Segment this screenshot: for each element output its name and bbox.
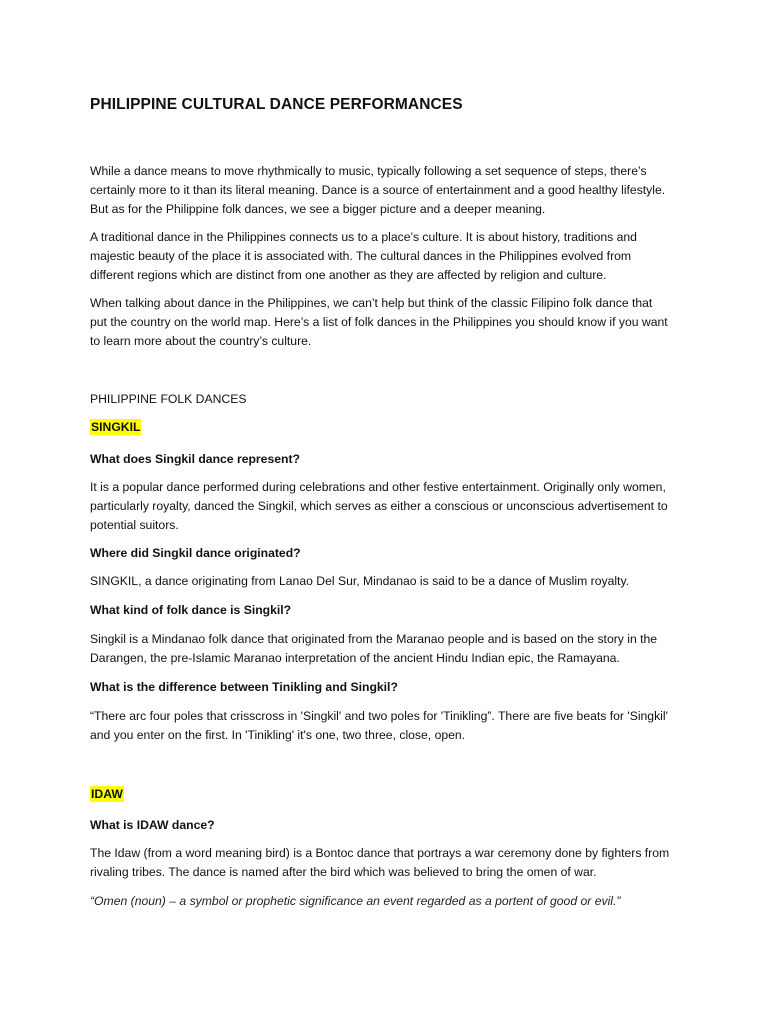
- answer-paragraph: Singkil is a Mindanao folk dance that originated from the Maranao people and is based on the story in the Darangen, the pre-Islamic Maranao interpretation of the ancient Hindu Indian epic, the Ramayana.: [90, 632, 658, 665]
- section-label-folk-dances: PHILIPPINE FOLK DANCES: [90, 392, 247, 406]
- dance-heading-idaw: [90, 785, 672, 803]
- intro-paragraph-1: While a dance means to move rhythmically to music, typically following a set sequence of steps, there’s certainly more to it than its literal meaning. Dance is a source of entertainment and a good healthy lifestyle. But as for the Philippine folk dances, we see a bigger picture and a deeper meaning.: [90, 164, 666, 216]
- answer-paragraph: It is a popular dance performed during celebrations and other festive entertainment. Originally only women, particularly royalty, danced the Singkil, which serves as either a conscious or unconscious advertisement to potential suitors.: [90, 480, 668, 532]
- question-heading: What is IDAW dance?: [90, 818, 215, 832]
- intro-paragraph-2: A traditional dance in the Philippines connects us to a place’s culture. It is about history, traditions and majestic beauty of the place it is associated with. The cultural dances in the Philippines evolved from different regions which are distinct from one another as they are affected by religion and culture.: [90, 230, 637, 282]
- highlighted-text: SINGKIL: [91, 420, 141, 434]
- answer-paragraph: “There arc four poles that crisscross in 'Singkil' and two poles for 'Tinikling”. There are five beats for 'Singkil' and you enter on the first. In 'Tinikling' it's one, two three, close, open.: [90, 709, 668, 742]
- intro-paragraph-3: When talking about dance in the Philippines, we can’t help but think of the classic Filipino folk dance that put the country on the world map. Here’s a list of folk dances in the Philippines you should know if you want to learn more about the country’s culture.: [90, 296, 668, 348]
- answer-paragraph: The Idaw (from a word meaning bird) is a Bontoc dance that portrays a war ceremony done by fighters from rivaling tribes. The dance is named after the bird which was believed to bring the omen of war.: [90, 846, 670, 879]
- answer-paragraph: SINGKIL, a dance originating from Lanao Del Sur, Mindanao is said to be a dance of Muslim royalty.: [90, 574, 630, 588]
- question-heading: What does Singkil dance represent?: [90, 452, 300, 466]
- question-heading: What is the difference between Tinikling and Singkil?: [90, 680, 398, 694]
- page-title: PHILIPPINE CULTURAL DANCE PERFORMANCES: [90, 96, 463, 113]
- highlighted-text: IDAW: [91, 787, 123, 801]
- dance-heading-singkil: [90, 418, 672, 436]
- question-heading: Where did Singkil dance originated?: [90, 546, 301, 560]
- definition-quote: “Omen (noun) – a symbol or prophetic significance an event regarded as a portent of good or evil.”: [90, 894, 621, 908]
- question-heading: What kind of folk dance is Singkil?: [90, 603, 292, 617]
